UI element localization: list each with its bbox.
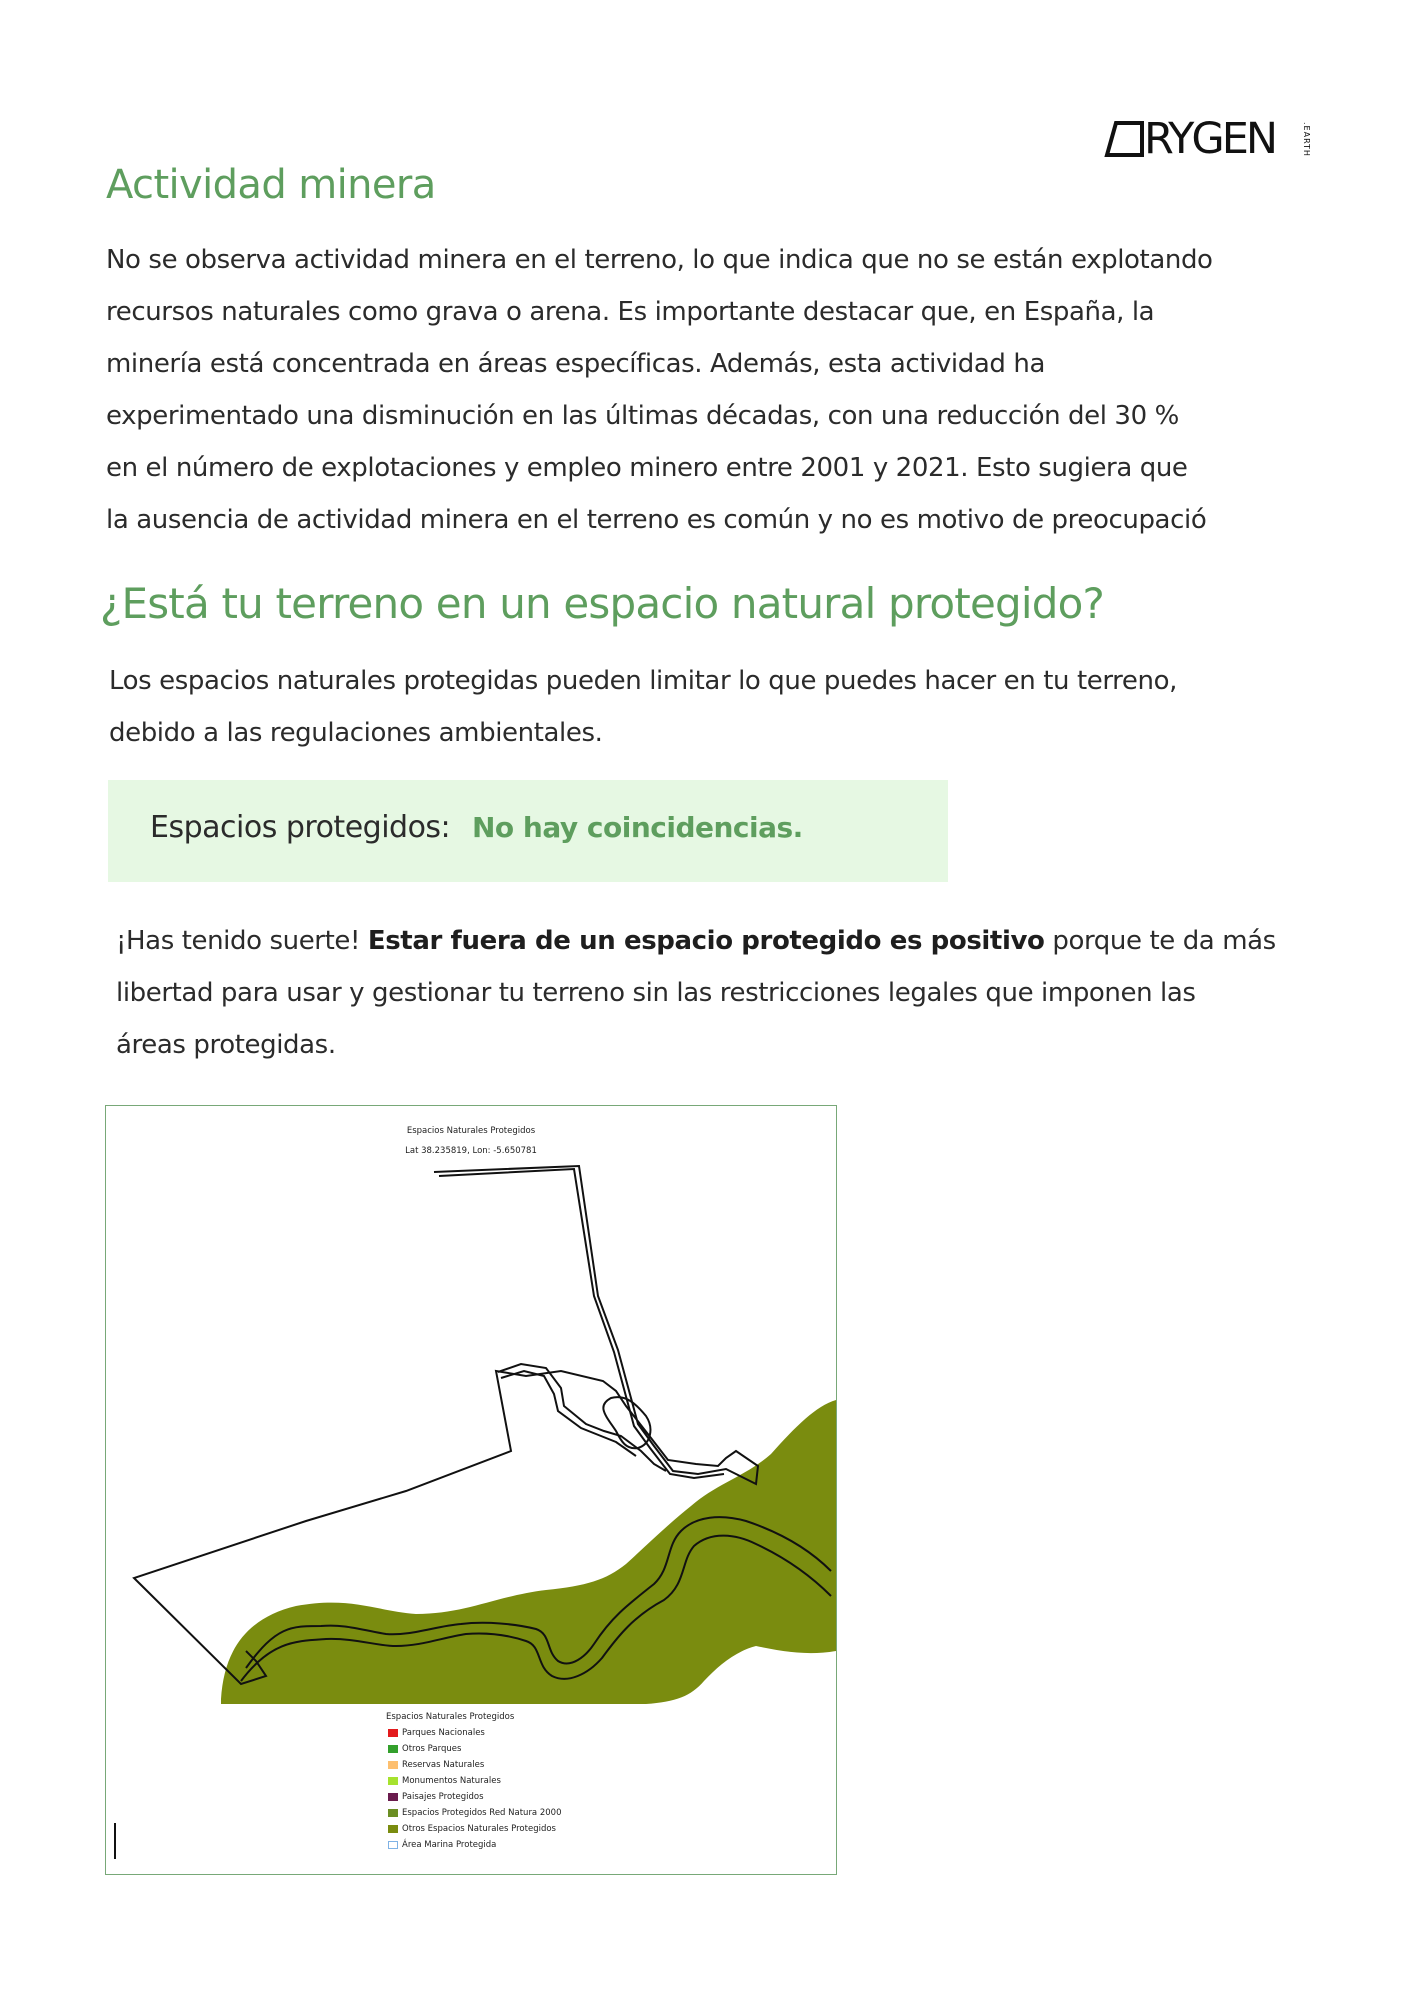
legend-item — [386, 1725, 561, 1741]
parcel-outline — [498, 1364, 666, 1471]
legend-item — [386, 1741, 561, 1757]
legend-label: Área Marina Protegida — [402, 1840, 497, 1850]
legend-swatch — [388, 1777, 398, 1785]
legend-item — [386, 1805, 561, 1821]
legend-label: Parques Nacionales — [402, 1728, 485, 1738]
mining-line: No se observa actividad minera en el terreno, lo que indica que no se están explotando — [106, 245, 1213, 275]
legend-label: Otros Espacios Naturales Protegidos — [402, 1824, 556, 1834]
legend-item — [386, 1789, 561, 1805]
protected-paragraph — [109, 655, 1177, 759]
parcel-outline — [501, 1371, 636, 1456]
protected-status-callout — [108, 780, 948, 882]
legend-item — [386, 1837, 561, 1853]
legend-label: Espacios Protegidos Red Natura 2000 — [402, 1808, 562, 1818]
text-cursor — [114, 1823, 116, 1859]
mining-line: la ausencia de actividad minera en el terreno es común y no es motivo de preocupació — [106, 505, 1207, 535]
mining-line: recursos naturales como grava o arena. Es importante destacar que, en España, la — [106, 297, 1155, 327]
legend-title: Espacios Naturales Protegidos — [386, 1712, 515, 1722]
orygen-logo — [1104, 112, 1314, 164]
legend-swatch — [388, 1729, 398, 1737]
legend-item — [386, 1757, 561, 1773]
map-title: Espacios Naturales Protegidos — [406, 1126, 536, 1136]
protected-areas-map — [105, 1105, 837, 1875]
callout-label: Espacios protegidos: — [150, 810, 451, 845]
logo-wordmark: RYGEN — [1144, 114, 1276, 164]
legend-swatch — [388, 1841, 398, 1849]
mining-heading: Actividad minera — [106, 162, 436, 208]
map-coordinates: Lat 38.235819, Lon: -5.650781 — [405, 1146, 537, 1156]
protected-area-polygon — [221, 1400, 836, 1704]
legend-label: Reservas Naturales — [402, 1760, 485, 1770]
luck-line: áreas protegidas. — [116, 1030, 336, 1060]
luck-line — [116, 915, 1276, 967]
protected-heading: ¿Está tu terreno en un espacio natural protegido? — [100, 579, 1104, 628]
mining-line: experimentado una disminución en las últimas décadas, con una reducción del 30 % — [106, 401, 1179, 431]
luck-continuation: porque te da más — [1044, 926, 1276, 956]
legend-label: Monumentos Naturales — [402, 1776, 501, 1786]
legend-label: Otros Parques — [402, 1744, 462, 1754]
parcel-outline — [439, 1169, 724, 1478]
legend-swatch — [388, 1825, 398, 1833]
logo-subtext: .EARTH — [1302, 122, 1311, 157]
luck-paragraph — [116, 915, 1276, 1071]
legend-swatch — [388, 1745, 398, 1753]
mining-line: minería está concentrada en áreas específicas. Además, esta actividad ha — [106, 349, 1045, 379]
legend-label: Paisajes Protegidos — [402, 1792, 484, 1802]
protected-line: Los espacios naturales protegidas pueden limitar lo que puedes hacer en tu terreno, — [109, 666, 1177, 696]
legend-item — [386, 1821, 561, 1837]
legend-swatch — [388, 1761, 398, 1769]
mining-line: en el número de explotaciones y empleo minero entre 2001 y 2021. Esto sugiera que — [106, 453, 1188, 483]
mining-paragraph — [106, 234, 1213, 546]
map-legend — [386, 1709, 561, 1853]
callout-value: No hay coincidencias. — [472, 811, 803, 844]
orygen-logo-mark-icon — [1104, 120, 1144, 158]
luck-intro: ¡Has tenido suerte! — [116, 926, 368, 956]
legend-swatch — [388, 1793, 398, 1801]
luck-emphasis: Estar fuera de un espacio protegido es positivo — [367, 926, 1045, 956]
luck-line: libertad para usar y gestionar tu terreno sin las restricciones legales que imponen las — [116, 978, 1196, 1008]
protected-line: debido a las regulaciones ambientales. — [109, 718, 603, 748]
legend-item — [386, 1773, 561, 1789]
legend-swatch — [388, 1809, 398, 1817]
